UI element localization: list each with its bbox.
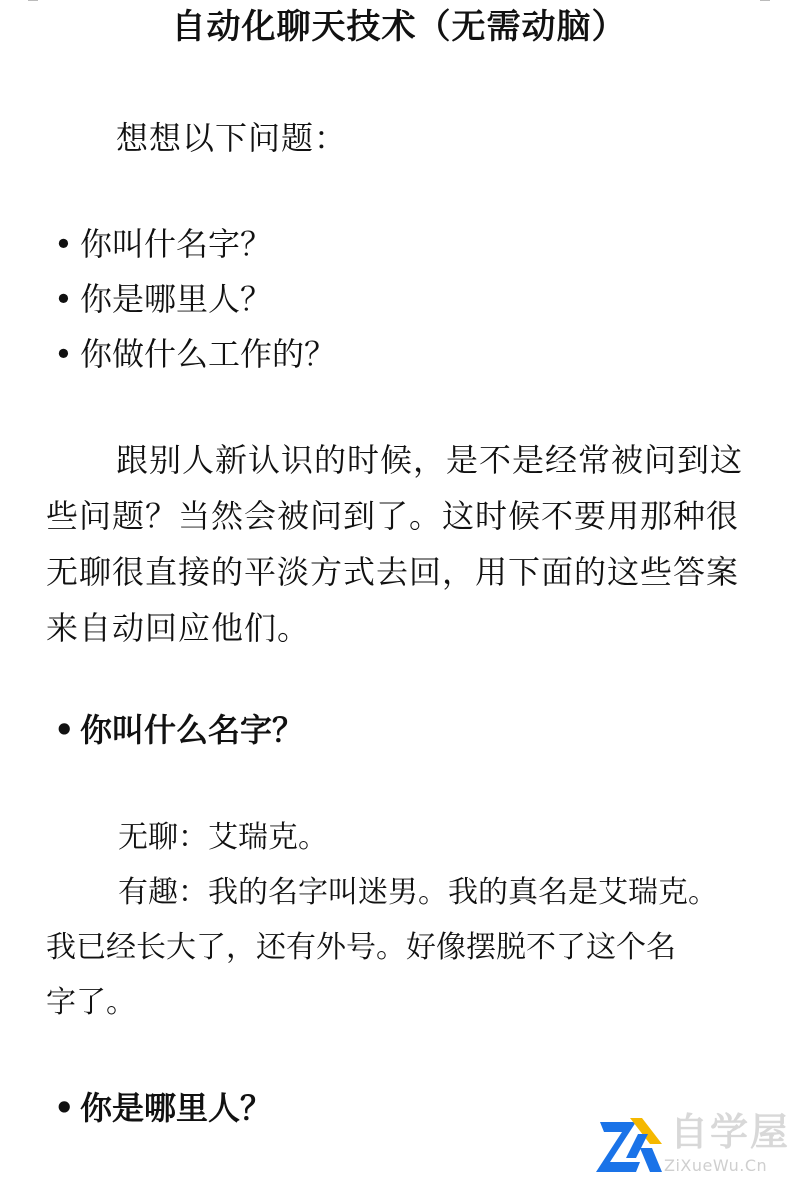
question-item: • 你做什么工作的？	[54, 335, 337, 373]
bullet-dot: •	[54, 335, 73, 373]
zx-logo-icon	[596, 1114, 662, 1176]
watermark-url: ZiXueWu.Cn	[664, 1156, 768, 1175]
section-heading-name: • 你叫什么名字？	[54, 711, 305, 749]
page-title: 自动化聊天技术（无需动脑）	[171, 7, 627, 47]
body-paragraph: 跟别人新认识的时候，是不是经常被问到这些问题？当然会被问到了。这时候不要用那种很无聊很直接的平淡方式去回，用下面的这些答案来自动回应他们。	[46, 441, 744, 647]
watermark-text: 自学屋	[670, 1110, 791, 1154]
corner-mark-right	[760, 0, 770, 1]
intro-text: 想想以下问题：	[116, 119, 348, 157]
question-item: • 你是哪里人？	[54, 280, 273, 318]
corner-mark-left	[28, 0, 38, 1]
bullet-dot: •	[54, 225, 73, 263]
bullet-dot: •	[54, 280, 73, 318]
section-heading-origin: • 你是哪里人？	[54, 1089, 273, 1127]
watermark-logo	[596, 1110, 796, 1180]
fun-answer-line: 有趣：我的名字叫迷男。我的真名是艾瑞克。	[118, 875, 718, 910]
fun-answer-line: 我已经长大了，还有外号。好像摆脱不了这个名	[46, 930, 676, 965]
boring-answer: 无聊：艾瑞克。	[118, 820, 328, 855]
bullet-dot: •	[54, 711, 75, 749]
bullet-dot: •	[54, 1089, 75, 1127]
question-item: • 你叫什名字？	[54, 225, 273, 263]
fun-answer-line: 字了。	[46, 985, 136, 1020]
